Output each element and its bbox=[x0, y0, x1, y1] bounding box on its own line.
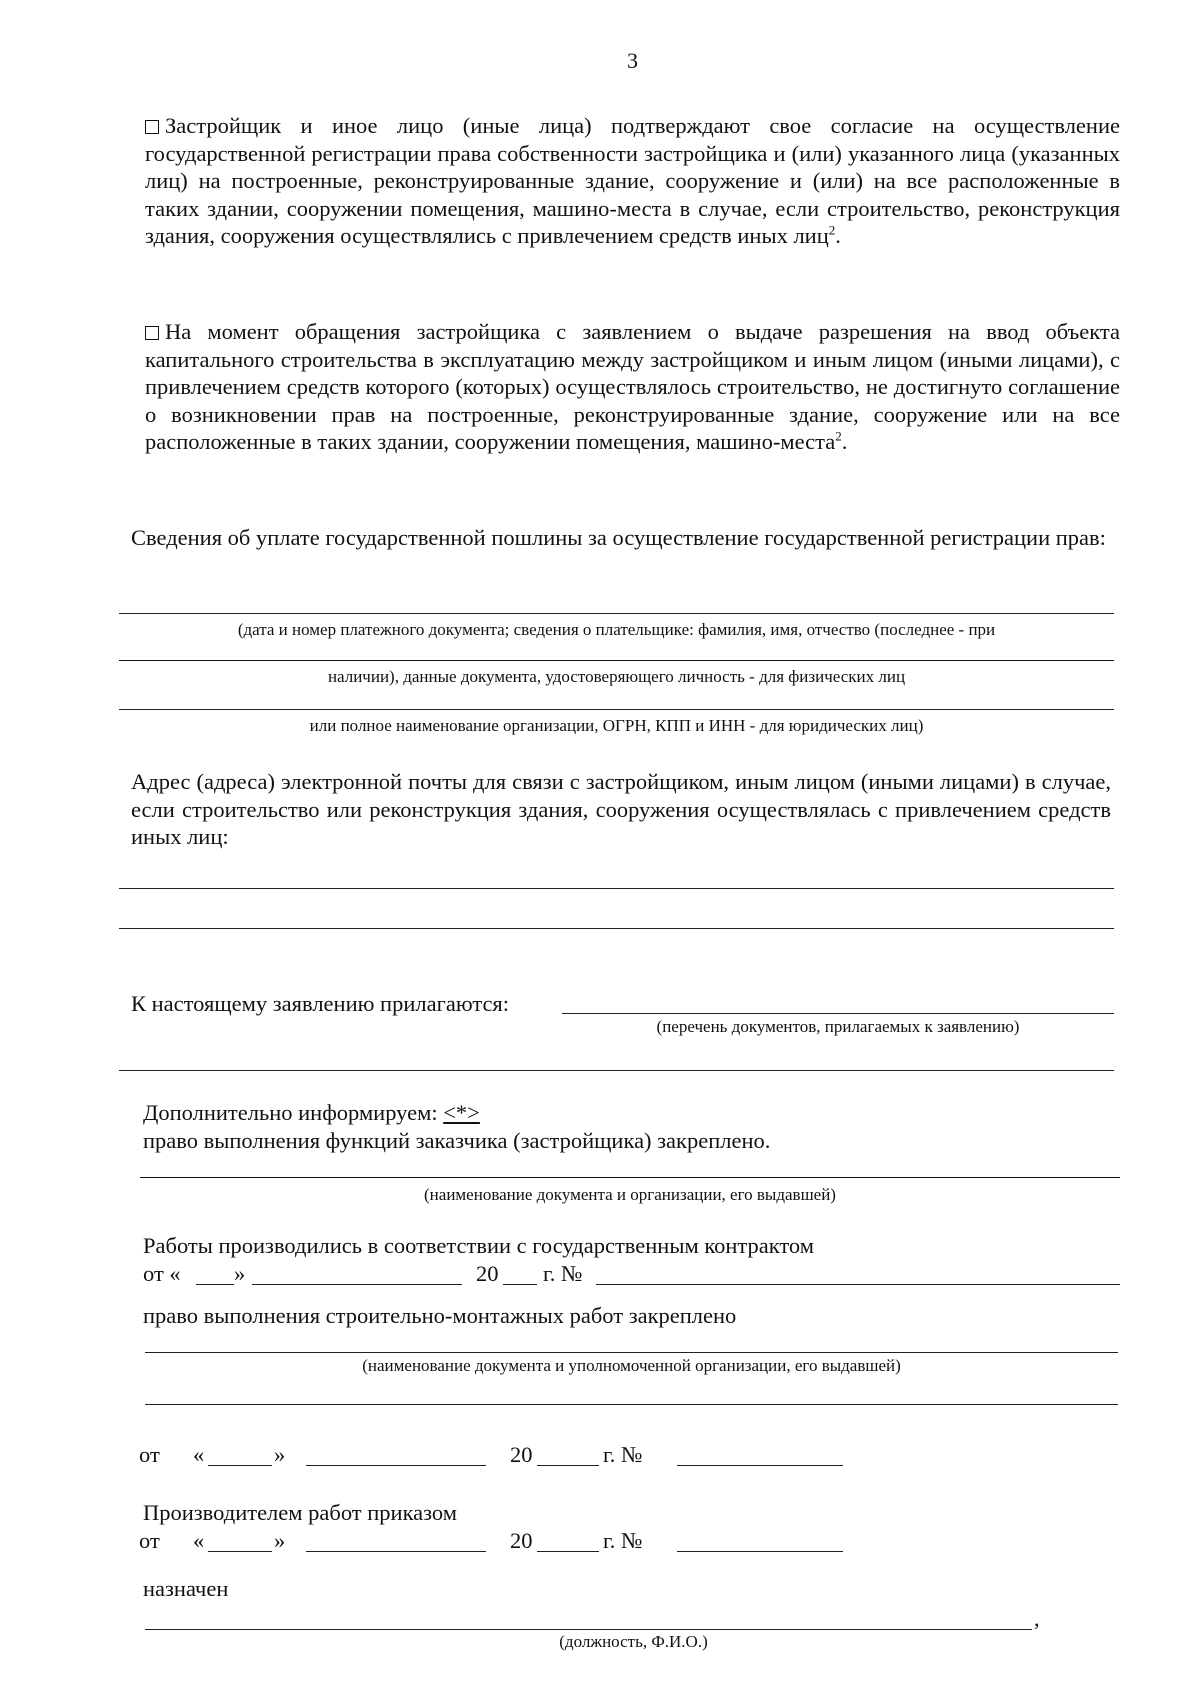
consent-text: Застройщик и иное лицо (иные лица) подтверждают свое согласие на осуществление государственной регистрации права собственности застройщика и (или) указанного лица (указанных лиц) на построенные, реконструированные здание, сооружение и (или) на все расположенные в таких здании, сооружении помещения, машино-места в случае, если строительство, реконструкция здания, сооружения осуществлялись с привлечением средств иных лиц bbox=[145, 113, 1120, 248]
producer-number-label: г. № bbox=[603, 1528, 643, 1553]
contract-close-quote: » bbox=[234, 1261, 246, 1286]
contract-month-field[interactable] bbox=[252, 1284, 462, 1285]
fee-caption-1: (дата и номер платежного документа; сведения о плательщике: фамилия, имя, отчество (последнее - при bbox=[237, 620, 996, 639]
contract-year-prefix: 20 bbox=[476, 1261, 499, 1286]
no-agreement-paragraph: На момент обращения застройщика с заявлением о выдаче разрешения на ввод объекта капитального строительства в эксплуатацию между застройщиком и иным лицом (иными лицами), с привлечением средств которого (которых) осуществлялось строительство, не достигнуто соглашение о возникновении прав на построенные, реконструированные здание, сооружение или на все расположенные в таких здании, сооружении помещения, машино-места$^2$. bbox=[145, 319, 1120, 454]
producer-open-quote: « bbox=[193, 1528, 205, 1553]
date1-month-field[interactable] bbox=[306, 1465, 486, 1466]
producer-close-quote: » bbox=[274, 1528, 286, 1553]
producer-year-field[interactable] bbox=[537, 1551, 599, 1552]
construction-rights-input-line-2[interactable] bbox=[145, 1404, 1118, 1405]
consent-checkbox[interactable] bbox=[145, 120, 159, 134]
no-agreement-checkbox[interactable] bbox=[145, 326, 159, 340]
additional-label: Дополнительно информируем: bbox=[143, 1100, 438, 1125]
producer-year-prefix: 20 bbox=[510, 1528, 533, 1553]
consent-paragraph: Застройщик и иное лицо (иные лица) подтверждают свое согласие на осуществление государственной регистрации права собственности застройщика и (или) указанного лица (указанных лиц) на построенные, реконструированные здание, сооружение и (или) на все расположенные в таких здании, сооружении помещения, машино-места в случае, если строительство, реконструкция здания, сооружения осуществлялись с привлечением средств иных лиц$^2$. bbox=[145, 113, 1120, 248]
footnote-ref: 2 bbox=[835, 428, 842, 444]
no-agreement-text: На момент обращения застройщика с заявлением о выдаче разрешения на ввод объекта капитального строительства в эксплуатацию между застройщиком и иным лицом (иными лицами), с привлечением средств которого (которых) осуществлялось строительство, не достигнуто соглашение о возникновении прав на построенные, реконструированные здание, сооружение или на все расположенные в таких здании, сооружении помещения, машино-места bbox=[145, 319, 1120, 454]
page-number: 3 bbox=[627, 48, 638, 73]
footnote-ref: 2 bbox=[828, 222, 836, 238]
date1-from: от bbox=[139, 1442, 160, 1467]
fee-heading: Сведения об уплате государственной пошлины за осуществление государственной регистрации прав: bbox=[131, 525, 1106, 550]
producer-number-field[interactable] bbox=[677, 1551, 843, 1552]
contract-year-field[interactable] bbox=[503, 1284, 537, 1285]
producer-month-field[interactable] bbox=[306, 1551, 486, 1552]
date1-close-quote: » bbox=[274, 1442, 286, 1467]
fee-input-line-2[interactable] bbox=[119, 660, 1114, 661]
date1-day-field[interactable] bbox=[208, 1465, 272, 1466]
contract-from: от « bbox=[143, 1261, 181, 1286]
fee-caption-2: наличии), данные документа, удостоверяющего личность - для физических лиц bbox=[327, 667, 906, 686]
fee-input-line-3[interactable] bbox=[119, 709, 1114, 710]
appointed-input-line[interactable] bbox=[145, 1629, 1032, 1630]
attachments-input-line-2[interactable] bbox=[119, 1070, 1114, 1071]
producer-from: от bbox=[139, 1528, 160, 1553]
date1-year-field[interactable] bbox=[537, 1465, 599, 1466]
additional-line2: право выполнения функций заказчика (застройщика) закреплено. bbox=[143, 1128, 771, 1153]
attachments-input-line[interactable] bbox=[562, 1013, 1114, 1014]
additional-caption: (наименование документа и организации, его выдавшей) bbox=[424, 1185, 836, 1204]
producer-heading: Производителем работ приказом bbox=[143, 1500, 457, 1525]
attachments-caption: (перечень документов, прилагаемых к заявлению) bbox=[656, 1017, 1020, 1036]
fee-caption-3: или полное наименование организации, ОГРН, КПП и ИНН - для юридических лиц) bbox=[309, 716, 924, 735]
date1-number-field[interactable] bbox=[677, 1465, 843, 1466]
attachments-label: К настоящему заявлению прилагаются: bbox=[131, 991, 510, 1016]
additional-input-line[interactable] bbox=[140, 1177, 1120, 1178]
construction-rights-line: право выполнения строительно-монтажных работ закреплено bbox=[143, 1303, 737, 1328]
producer-day-field[interactable] bbox=[208, 1551, 272, 1552]
additional-label-row bbox=[143, 1099, 480, 1126]
email-heading: Адрес (адреса) электронной почты для связи с застройщиком, иным лицом (иными лицами) в случае, если строительство или реконструкция здания, сооружения осуществлялась с привлечением средств иных лиц: bbox=[131, 769, 1111, 849]
footnote-link[interactable]: <*> bbox=[443, 1100, 480, 1125]
construction-rights-caption: (наименование документа и уполномоченной организации, его выдавшей) bbox=[362, 1356, 901, 1375]
date1-year-prefix: 20 bbox=[510, 1442, 533, 1467]
contract-number-field[interactable] bbox=[596, 1284, 1120, 1285]
contract-heading: Работы производились в соответствии с государственным контрактом bbox=[143, 1233, 814, 1258]
construction-rights-input-line[interactable] bbox=[145, 1352, 1118, 1353]
appointed-comma: , bbox=[1034, 1606, 1040, 1631]
fee-input-line-1[interactable] bbox=[119, 613, 1114, 614]
date1-number-label: г. № bbox=[603, 1442, 643, 1467]
email-input-line-2[interactable] bbox=[119, 928, 1114, 929]
date1-open-quote: « bbox=[193, 1442, 205, 1467]
appointed-label: назначен bbox=[143, 1576, 229, 1601]
appointed-caption: (должность, Ф.И.О.) bbox=[559, 1632, 708, 1651]
contract-day-field[interactable] bbox=[196, 1284, 234, 1285]
email-input-line-1[interactable] bbox=[119, 888, 1114, 889]
contract-number-label: г. № bbox=[543, 1261, 583, 1286]
